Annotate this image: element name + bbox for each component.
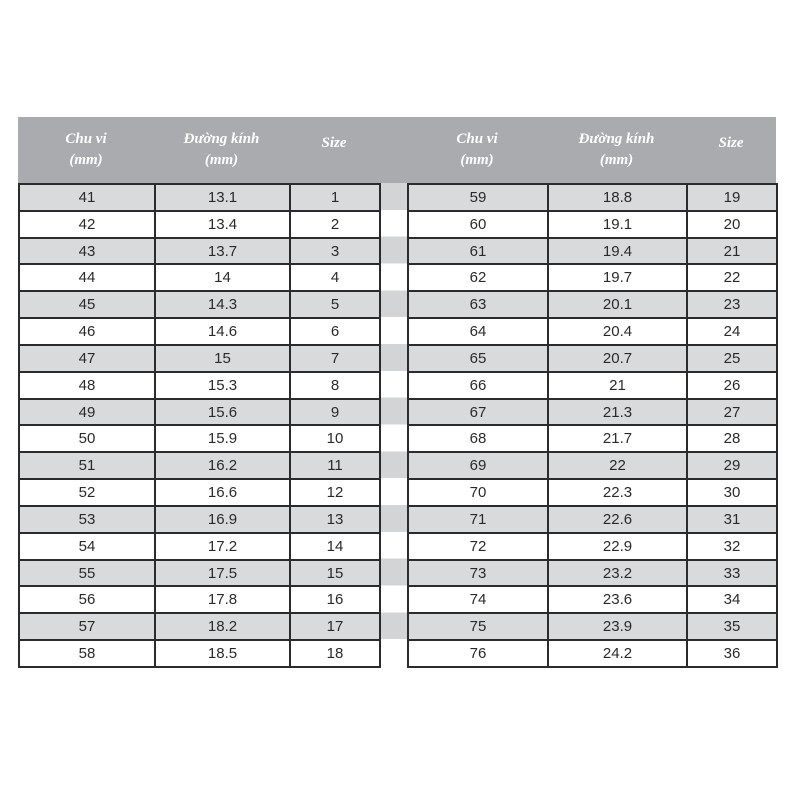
table-row — [19, 452, 380, 479]
table-row — [19, 345, 380, 372]
diameter-cell: 19.4 — [548, 238, 687, 265]
circumference-cell: 59 — [408, 184, 548, 211]
size-cell: 34 — [687, 586, 777, 613]
size-table-right — [407, 183, 778, 668]
circumference-cell: 67 — [408, 399, 548, 426]
diameter-cell: 16.9 — [155, 506, 290, 533]
table-row — [408, 479, 777, 506]
size-cell: 36 — [687, 640, 777, 667]
size-cell: 29 — [687, 452, 777, 479]
header-size-label: Size — [718, 135, 744, 151]
size-cell: 30 — [687, 479, 777, 506]
diameter-cell: 13.4 — [155, 211, 290, 238]
size-cell: 1 — [290, 184, 380, 211]
size-cell: 14 — [290, 533, 380, 560]
table-row — [408, 506, 777, 533]
table-row — [19, 238, 380, 265]
circumference-cell: 58 — [19, 640, 155, 667]
circumference-cell: 63 — [408, 291, 548, 318]
table-row — [19, 291, 380, 318]
circumference-cell: 47 — [19, 345, 155, 372]
table-row — [19, 399, 380, 426]
size-cell: 23 — [687, 291, 777, 318]
size-cell: 19 — [687, 184, 777, 211]
diameter-cell: 23.6 — [548, 586, 687, 613]
circumference-cell: 66 — [408, 372, 548, 399]
circumference-cell: 42 — [19, 211, 155, 238]
diameter-cell: 22.9 — [548, 533, 687, 560]
size-cell: 6 — [290, 318, 380, 345]
circumference-cell: 73 — [408, 560, 548, 587]
size-cell: 35 — [687, 613, 777, 640]
size-cell: 15 — [290, 560, 380, 587]
diameter-cell: 20.1 — [548, 291, 687, 318]
size-cell: 24 — [687, 318, 777, 345]
circumference-cell: 48 — [19, 372, 155, 399]
diameter-cell: 24.2 — [548, 640, 687, 667]
table-row — [408, 560, 777, 587]
diameter-cell: 22 — [548, 452, 687, 479]
size-cell: 22 — [687, 264, 777, 291]
table-gap-strip — [379, 183, 407, 666]
table-row — [408, 184, 777, 211]
diameter-cell: 20.7 — [548, 345, 687, 372]
table-row — [19, 264, 380, 291]
table-row — [408, 291, 777, 318]
diameter-cell: 14.3 — [155, 291, 290, 318]
circumference-cell: 68 — [408, 425, 548, 452]
header-circumference-label: Chu vi — [456, 131, 498, 147]
circumference-cell: 55 — [19, 560, 155, 587]
table-row — [19, 318, 380, 345]
circumference-cell: 70 — [408, 479, 548, 506]
circumference-cell: 76 — [408, 640, 548, 667]
size-cell: 31 — [687, 506, 777, 533]
circumference-cell: 51 — [19, 452, 155, 479]
diameter-cell: 18.8 — [548, 184, 687, 211]
table-row — [19, 586, 380, 613]
diameter-cell: 21.3 — [548, 399, 687, 426]
size-cell: 10 — [290, 425, 380, 452]
size-cell: 17 — [290, 613, 380, 640]
table-row — [408, 345, 777, 372]
diameter-cell: 19.1 — [548, 211, 687, 238]
diameter-cell: 15 — [155, 345, 290, 372]
circumference-cell: 56 — [19, 586, 155, 613]
circumference-cell: 49 — [19, 399, 155, 426]
size-cell: 20 — [687, 211, 777, 238]
circumference-cell: 74 — [408, 586, 548, 613]
circumference-cell: 52 — [19, 479, 155, 506]
table-row — [19, 560, 380, 587]
diameter-cell: 21.7 — [548, 425, 687, 452]
circumference-cell: 44 — [19, 264, 155, 291]
table-row — [19, 613, 380, 640]
diameter-cell: 23.9 — [548, 613, 687, 640]
header-diameter-left — [154, 117, 289, 183]
diameter-cell: 21 — [548, 372, 687, 399]
circumference-cell: 57 — [19, 613, 155, 640]
diameter-cell: 16.6 — [155, 479, 290, 506]
circumference-cell: 69 — [408, 452, 548, 479]
header-diameter-right — [547, 117, 686, 183]
circumference-cell: 62 — [408, 264, 548, 291]
table-row — [408, 613, 777, 640]
size-cell: 18 — [290, 640, 380, 667]
size-cell: 32 — [687, 533, 777, 560]
table-row — [408, 372, 777, 399]
circumference-cell: 43 — [19, 238, 155, 265]
table-row — [408, 264, 777, 291]
table-row — [408, 425, 777, 452]
table-row — [408, 533, 777, 560]
circumference-cell: 53 — [19, 506, 155, 533]
table-row — [19, 506, 380, 533]
size-cell: 2 — [290, 211, 380, 238]
header-size-label: Size — [321, 135, 347, 151]
diameter-cell: 13.1 — [155, 184, 290, 211]
header-circumference-unit: (mm) — [460, 152, 494, 168]
table-row — [408, 586, 777, 613]
header-circumference-label: Chu vi — [65, 131, 107, 147]
size-cell: 28 — [687, 425, 777, 452]
size-cell: 3 — [290, 238, 380, 265]
size-cell: 5 — [290, 291, 380, 318]
size-cell: 12 — [290, 479, 380, 506]
size-cell: 13 — [290, 506, 380, 533]
header-circumference-unit: (mm) — [69, 152, 103, 168]
diameter-cell: 15.9 — [155, 425, 290, 452]
circumference-cell: 65 — [408, 345, 548, 372]
circumference-cell: 64 — [408, 318, 548, 345]
table-row — [408, 211, 777, 238]
size-table-left — [18, 183, 381, 668]
diameter-cell: 23.2 — [548, 560, 687, 587]
table-row — [19, 211, 380, 238]
diameter-cell: 15.6 — [155, 399, 290, 426]
circumference-cell: 75 — [408, 613, 548, 640]
circumference-cell: 61 — [408, 238, 548, 265]
size-cell: 8 — [290, 372, 380, 399]
header-size-left — [289, 117, 379, 183]
size-cell: 7 — [290, 345, 380, 372]
size-cell: 16 — [290, 586, 380, 613]
header-circumference-left — [18, 117, 154, 183]
circumference-cell: 54 — [19, 533, 155, 560]
diameter-cell: 18.2 — [155, 613, 290, 640]
table-row — [408, 452, 777, 479]
table-row — [19, 640, 380, 667]
diameter-cell: 17.5 — [155, 560, 290, 587]
circumference-cell: 60 — [408, 211, 548, 238]
circumference-cell: 41 — [19, 184, 155, 211]
size-cell: 9 — [290, 399, 380, 426]
table-row — [19, 533, 380, 560]
diameter-cell: 17.8 — [155, 586, 290, 613]
header-circumference-right — [407, 117, 547, 183]
size-cell: 26 — [687, 372, 777, 399]
diameter-cell: 14.6 — [155, 318, 290, 345]
table-row — [408, 640, 777, 667]
table-row — [408, 399, 777, 426]
table-row — [19, 372, 380, 399]
table-row — [408, 238, 777, 265]
circumference-cell: 71 — [408, 506, 548, 533]
table-row — [19, 479, 380, 506]
circumference-cell: 46 — [19, 318, 155, 345]
diameter-cell: 22.6 — [548, 506, 687, 533]
diameter-cell: 22.3 — [548, 479, 687, 506]
size-cell: 4 — [290, 264, 380, 291]
size-cell: 11 — [290, 452, 380, 479]
header-diameter-unit: (mm) — [599, 152, 634, 168]
table-row — [19, 425, 380, 452]
size-cell: 21 — [687, 238, 777, 265]
circumference-cell: 72 — [408, 533, 548, 560]
diameter-cell: 19.7 — [548, 264, 687, 291]
header-size-right — [686, 117, 776, 183]
diameter-cell: 14 — [155, 264, 290, 291]
diameter-cell: 20.4 — [548, 318, 687, 345]
diameter-cell: 15.3 — [155, 372, 290, 399]
size-cell: 25 — [687, 345, 777, 372]
diameter-cell: 18.5 — [155, 640, 290, 667]
circumference-cell: 50 — [19, 425, 155, 452]
diameter-cell: 16.2 — [155, 452, 290, 479]
header-diameter-label: Đường kính — [578, 131, 655, 147]
size-cell: 27 — [687, 399, 777, 426]
size-cell: 33 — [687, 560, 777, 587]
table-row — [408, 318, 777, 345]
diameter-cell: 17.2 — [155, 533, 290, 560]
header-diameter-label: Đường kính — [183, 131, 260, 147]
table-row — [19, 184, 380, 211]
header-diameter-unit: (mm) — [204, 152, 239, 168]
diameter-cell: 13.7 — [155, 238, 290, 265]
circumference-cell: 45 — [19, 291, 155, 318]
